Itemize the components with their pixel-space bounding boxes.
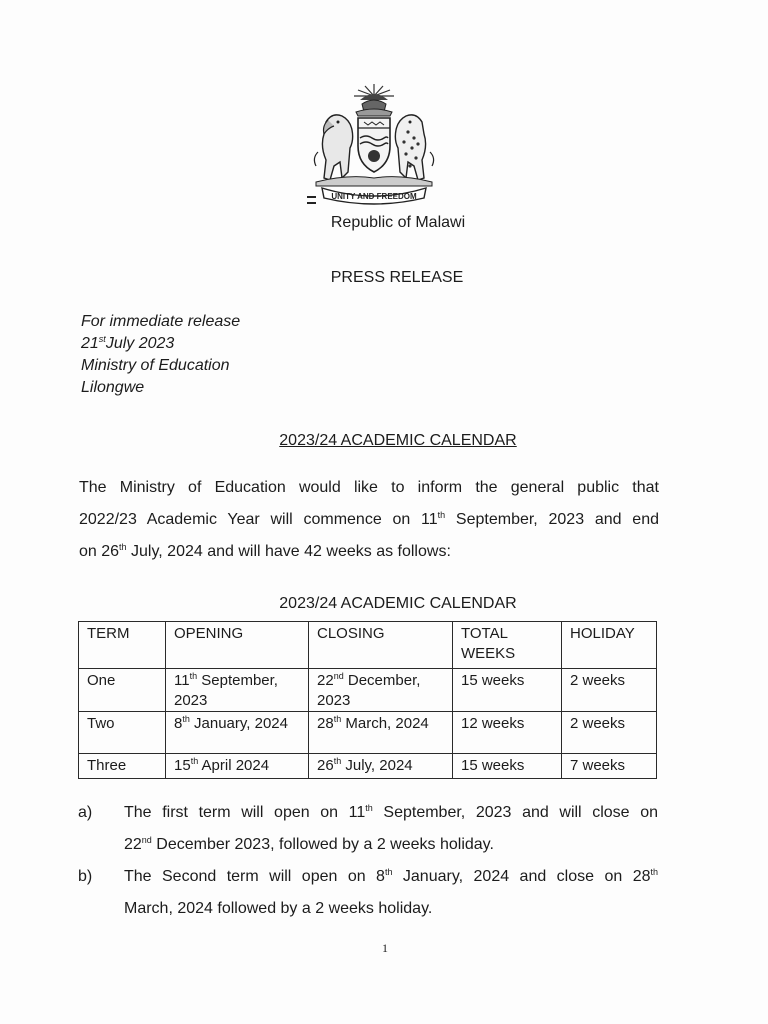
list-item xyxy=(78,861,658,925)
table-row xyxy=(79,712,657,754)
header-opening: OPENING xyxy=(166,622,309,669)
date-suffix: st xyxy=(98,334,106,344)
emblem-motto: UNITY AND FREEDOM xyxy=(331,192,417,201)
list-marker: b) xyxy=(78,868,93,885)
cell-holiday: 2 weeks xyxy=(562,669,657,712)
header-holiday: HOLIDAY xyxy=(562,622,657,669)
intro-line: The Ministry of Education would like to inform the general public that xyxy=(79,479,659,496)
list-marker: a) xyxy=(78,804,93,821)
intro-paragraph xyxy=(79,472,659,568)
table-row xyxy=(79,669,657,712)
list-line: The Second term will open on 8th January, 2024 and close on 28th xyxy=(124,867,658,885)
page-number: 1 xyxy=(382,941,388,955)
section-heading: 2023/24 ACADEMIC CALENDAR xyxy=(279,432,517,449)
intro-line: on 26th July, 2024 and will have 42 weeks as follows: xyxy=(79,542,451,560)
cell-closing: 28th March, 2024 xyxy=(309,712,453,754)
ministry-name: Ministry of Education xyxy=(81,357,230,374)
date-rest: July 2023 xyxy=(105,335,175,352)
list-line: 22nd December 2023, followed by a 2 weeks holiday. xyxy=(124,835,494,853)
cell-closing: 22nd December, 2023 xyxy=(309,669,453,712)
list-item xyxy=(78,797,658,861)
header-total-weeks: TOTAL WEEKS xyxy=(453,622,562,669)
list-line: March, 2024 followed by a 2 weeks holiday. xyxy=(124,900,433,917)
press-release-title: PRESS RELEASE xyxy=(330,269,464,286)
city-name: Lilongwe xyxy=(81,379,145,396)
cell-term: Two xyxy=(79,712,166,754)
cell-weeks: 12 weeks xyxy=(453,712,562,754)
table-title: 2023/24 ACADEMIC CALENDAR xyxy=(279,595,517,612)
header-closing: CLOSING xyxy=(309,622,453,669)
release-date xyxy=(81,333,240,355)
intro-line: 2022/23 Academic Year will commence on 11th September, 2023 and end xyxy=(79,510,660,528)
header-term: TERM xyxy=(79,622,166,669)
date-day: 21 xyxy=(81,335,99,352)
cell-closing: 26th July, 2024 xyxy=(309,754,453,779)
term-details-list xyxy=(78,797,658,925)
cell-holiday: 7 weeks xyxy=(562,754,657,779)
coat-of-arms-emblem xyxy=(308,82,440,208)
table-header-row xyxy=(79,622,657,669)
academic-calendar-table xyxy=(78,621,657,779)
country-name: Republic of Malawi xyxy=(330,214,466,231)
cell-weeks: 15 weeks xyxy=(453,754,562,779)
table-row xyxy=(79,754,657,779)
cell-opening: 15th April 2024 xyxy=(166,754,309,779)
cell-holiday: 2 weeks xyxy=(562,712,657,754)
cell-opening: 8th January, 2024 xyxy=(166,712,309,754)
list-line: The first term will open on 11th September, 2023 and will close on xyxy=(124,803,659,821)
cell-weeks: 15 weeks xyxy=(453,669,562,712)
cell-term: One xyxy=(79,669,166,712)
cell-opening: 11th September, 2023 xyxy=(166,669,309,712)
release-line: For immediate release xyxy=(81,313,241,330)
cell-term: Three xyxy=(79,754,166,779)
stray-mark xyxy=(307,196,316,206)
release-info xyxy=(81,311,240,399)
